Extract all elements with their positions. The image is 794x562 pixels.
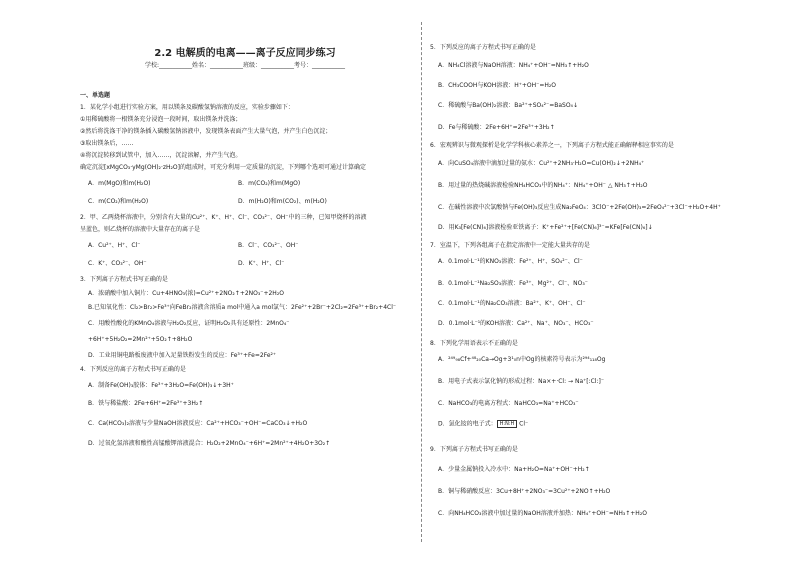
question-text: 5．下列反应的离子方程式书写正确的是 [430,44,536,51]
left-line-1 [80,104,294,112]
question-text: D．氯化铵的电子式： [438,420,497,428]
page-title: 2.2 电解质的电离——离子反应同步练习 [154,48,336,59]
right-line-6 [430,160,644,168]
right-line-12 [430,280,588,288]
left-line-8 [80,198,327,206]
question-text: +6H⁺+5H₂O₂=2Mn²⁺+5O₂↑+8H₂O [88,336,193,343]
question-text: C．向NH₄HCO₃溶液中加过量的NaOH溶液并加热：NH₄⁺+OH⁻=NH₃↑+H₂O [438,510,647,517]
question-text: ③取出镁条后，…… [80,140,134,147]
question-text: D．过氧化氢溶液和酸性高锰酸钾溶液混合：H₂O₂+2MnO₄⁻+6H⁺=2Mn²⁺+4H₂O+3O₂↑ [88,440,331,447]
option-text: B．Cl⁻、CO₃²⁻、OH⁻ [238,242,299,249]
question-text: 1．某化学小组进行实验方案，用以镁条及碳酸氢钠溶液的反应，实验步骤如下： [80,104,294,111]
right-line-8 [430,204,721,212]
question-text: A．制备Fe(OH)₃胶体：Fe³⁺+3H₂O=Fe(OH)₃↓+3H⁺ [88,382,234,389]
option-text: D．K⁺、H⁺、Cl⁻ [238,260,285,267]
right-line-13 [430,300,586,308]
left-line-13 [80,276,168,284]
option-text: C．m(CO₂)和m(H₂O) [88,198,149,205]
question-text: 一、单选题 [80,92,111,99]
question-text: A．0.1mol·L⁻¹的KNO₃溶液：Fe²⁺、H⁺、SO₄²⁻、Cl⁻ [438,258,583,265]
right-line-1 [430,62,589,70]
left-line-0 [80,92,110,100]
left-line-18 [80,352,276,360]
left-column [80,0,410,562]
right-line-19 [430,420,528,429]
left-line-17 [80,336,192,344]
question-text: 3．下列离子方程式书写正确的是 [80,276,168,283]
right-line-21 [430,466,590,474]
right-line-0 [430,44,536,52]
question-text: B．0.1mol·L⁻¹Na₂SO₃溶液：Fe³⁺、Mg²⁺、Cl⁻、NO₃⁻ [438,280,588,287]
left-line-12 [80,260,284,268]
left-line-14 [80,290,284,298]
left-line-2 [80,116,241,124]
right-line-9 [430,224,653,232]
question-text: A．²⁴⁹₉₈Cf+⁴⁸₂₀Ca→Og+3¹₀n中Og的核素符号表示为²⁹⁴₁₁₈Og [438,356,606,363]
question-text: D．工业用铜电路板废液中加入足量铁粉发生的反应：Fe³⁺+Fe=2Fe²⁺ [88,352,277,359]
option-text: D．m(H₂O)和m(CO₂)、m(H₂O) [238,198,327,205]
question-text: 呈蓝色，则乙烧杯的溶液中大量存在的离子是 [80,226,201,233]
option-text: C．K⁺、CO₃²⁻、OH⁻ [88,260,147,267]
question-text: C．Ca(HCO₃)₂溶液与少量NaOH溶液反应：Ca²⁺+HCO₃⁻+OH⁻=CaCO₃↓+H₂O [88,420,308,427]
left-line-15 [80,304,396,312]
student-info-line: 学校:___________姓名：___________班级：___________考号：___________ [144,62,346,69]
right-line-10 [430,242,590,250]
question-text: C．稀硫酸与Ba(OH)₂溶液：Ba²⁺+SO₄²⁻=BaSO₄↓ [438,102,578,109]
right-line-7 [430,182,647,190]
question-text: D．Fe与稀硫酸：2Fe+6H⁺=2Fe³⁺+3H₂↑ [438,124,555,131]
chloride-text: Cl⁻ [517,420,529,428]
question-text: ②然后将洗涤干净的镁条插入碳酸氢钠溶液中，发现镁条表面产生大量气泡，并产生白色沉淀； [80,128,332,135]
question-text: A．向CuSO₄溶液中滴加过量的氨水：Cu²⁺+2NH₃·H₂O=Cu(OH)₂↓+2NH₄⁺ [438,160,645,167]
question-text: C．用酸性酸化的KMnO₄溶液与H₂O₂反应，证明H₂O₂具有还原性：2MnO₄⁻ [88,320,290,327]
question-text: A．NH₄Cl溶液与NaOH溶液：NH₄⁺+OH⁻=NH₃↑+H₂O [438,62,589,69]
left-line-10 [80,226,200,234]
question-text: B．铁与稀盐酸：2Fe+6H⁺=2Fe³⁺+3H₂↑ [88,400,204,407]
question-text: C．NaHCO₃的电离方程式：NaHCO₃=Na⁺+HCO₃⁻ [438,400,579,407]
right-line-17 [430,378,604,386]
left-line-4 [80,140,133,148]
right-line-22 [430,488,610,496]
left-line-5 [80,152,241,160]
question-text: B．用电子式表示氯化钠的形成过程：Na×+·Cl: → Na⁺[:Cl:]⁻ [438,378,605,385]
left-line-19 [80,366,186,374]
left-line-23 [80,440,330,448]
question-text: A．浓硝酸中加入铜片：Cu+4HNO₃(浓)=Cu²⁺+2NO₂↑+2NO₃⁻+2H₂O [88,290,284,297]
question-text: 2．甲、乙两烧杯溶液中，分别含有大量的Cu²⁺、K⁺、H⁺、Cl⁻、CO₃²⁻、OH⁻中的三种，已知甲烧杯的溶液 [80,214,367,221]
ammonium-structure: H:N:H [497,420,518,428]
question-text: 4．下列反应的离子方程式书写正确的是 [80,366,186,373]
column-divider [421,22,422,542]
right-line-4 [430,124,555,132]
left-line-21 [80,400,203,408]
left-line-20 [80,382,234,390]
left-line-16 [80,320,289,328]
question-text: 7．室温下，下列各组离子在指定溶液中一定能大量共存的是 [430,242,590,249]
right-line-18 [430,400,579,408]
right-column [430,0,760,562]
question-text: B.已知氧化性：Cl₂>Br₂>Fe³⁺向FeBr₂溶液含溶质a mol中通入a mol氯气：2Fe²⁺+2Br⁻+2Cl₂=2Fe³⁺+Br₂+4Cl⁻ [88,304,397,311]
question-text: B．用过量的热烧碱溶液检验NH₄HCO₃中的NH₄⁺：NH₄⁺+OH⁻ △ NH₃↑+H₂O [438,182,648,189]
question-text: B．CH₃COOH与KOH溶液：H⁺+OH⁻=H₂O [438,82,556,89]
question-text: D．0.1mol·L⁻¹的KOH溶液：Ca²⁺、Na⁺、NO₃⁻、HCO₃⁻ [438,320,594,327]
question-text: A．少量金属钠投入冷水中：Na+H₂O=Na⁺+OH⁻+H₂↑ [438,466,590,473]
right-line-11 [430,258,583,266]
question-text: ①用稀硫酸将一根镁条充分浸泡一段时间，取出镁条并洗涤； [80,116,242,123]
question-text: C．在碱性溶液中次氯酸钠与Fe(OH)₃反应生成Na₂FeO₄：3ClO⁻+2Fe(OH)₃=2FeO₄²⁻+3Cl⁻+H₂O+4H⁺ [438,204,721,211]
left-line-11 [80,242,298,250]
question-text: D．用K₃[Fe(CN)₆]溶液检验亚铁离子：K⁺+Fe²⁺+[Fe(CN)₆]³⁻=KFe[Fe(CN)₆]↓ [438,224,653,231]
right-line-15 [430,340,518,348]
right-line-20 [430,446,518,454]
left-line-22 [80,420,307,428]
question-text: 9．下列离子方程式书写正确的是 [430,446,518,453]
question-text: 6．宏观辨识与微观探析是化学学科核心素养之一，下列离子方程式能正确解释相应事实的是 [430,142,674,149]
question-text: B．铜与稀硝酸反应：3Cu+8H⁺+2NO₃⁻=3Cu²⁺+2NO↑+H₂O [438,488,611,495]
option-text: A．Cu²⁺、H⁺、Cl⁻ [88,242,141,249]
right-line-3 [430,102,578,110]
right-line-14 [430,320,594,328]
question-text: 8．下列化学用语表示不正确的是 [430,340,518,347]
right-line-16 [430,356,605,364]
question-text: ④将沉淀转移到试管中，加入……，沉淀溶解，并产生气泡。 [80,152,242,159]
left-line-9 [80,214,366,222]
option-text: B．m(CO₂)和m(MgO) [238,180,301,187]
left-line-7 [80,180,300,188]
question-text: 确定沉淀[xMgCO₃·yMg(OH)₂·zH₂O]的组成时，可充分利用一定质量的沉淀，下列哪个选项可通过计算确定 [80,164,366,171]
right-line-2 [430,82,556,90]
left-line-6 [80,164,366,172]
right-line-5 [430,142,674,150]
right-line-23 [430,510,647,518]
option-text: A．m(MgO)和m(H₂O) [88,180,151,187]
left-line-3 [80,128,331,136]
question-text: C．0.1mol·L⁻¹的Na₂CO₃溶液：Ba²⁺、K⁺、OH⁻、Cl⁻ [438,300,586,307]
